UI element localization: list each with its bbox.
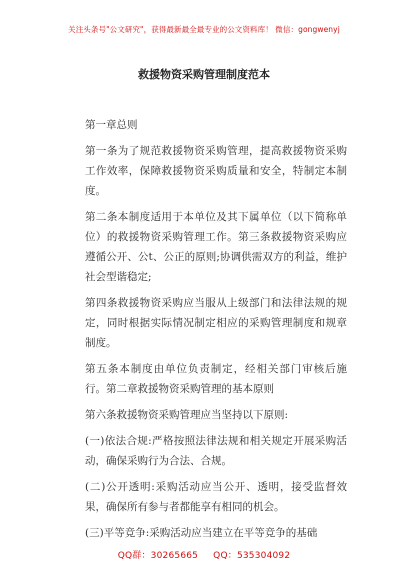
footer-qq-group: QQ群：30265665 — [117, 551, 199, 561]
document-body — [85, 115, 347, 549]
header-notice: 关注头条号"公文研究"，获得最新最全最专业的公文资料库！ 微信：gongwenyj — [68, 25, 340, 34]
paragraph: 第五条本制度由单位负责制定，经相关部门审核后施行。第二章救援物资采购管理的基本原则 — [85, 363, 347, 395]
paragraph: 第一条为了规范救援物资采购管理，提高救援物资采购工作效率，保障救援物资采购质量和安全，特制定本制度。 — [85, 145, 347, 197]
paragraph: 第六条救援物资采购管理应当坚持以下原则: — [85, 409, 289, 421]
footer-qq: QQ：535304092 — [213, 551, 291, 561]
footer-contact — [0, 548, 408, 561]
paragraph: (二)公开透明:采购活动应当公开、透明，接受监督效果，确保所有参与者都能享有相同的机会。 — [85, 481, 347, 513]
paragraph: 第二条本制度适用于本单位及其下属单位（以下简称单位）的救援物资采购管理工作。第三条救援物资采购应遵循公开、公t、公正的原则;协调供需双方的利益，维护社会型谐稳定; — [85, 211, 347, 283]
paragraph: 第一章总则 — [85, 119, 138, 131]
paragraph: 第四条救援物资采购应当服从上级部门和法律法规的规定，同时根据实际情况制定相应的采购管理制度和规章制度。 — [85, 297, 347, 349]
document-title: 救援物资采购管理制度范本 — [138, 68, 270, 81]
paragraph: (一)依法合规:严格按照法律法规和相关规定开展采购活动，确保采购行为合法、合规。 — [85, 435, 347, 467]
paragraph: (三)平等竞争:采购活动应当建立在平等竞争的基础 — [85, 527, 318, 539]
